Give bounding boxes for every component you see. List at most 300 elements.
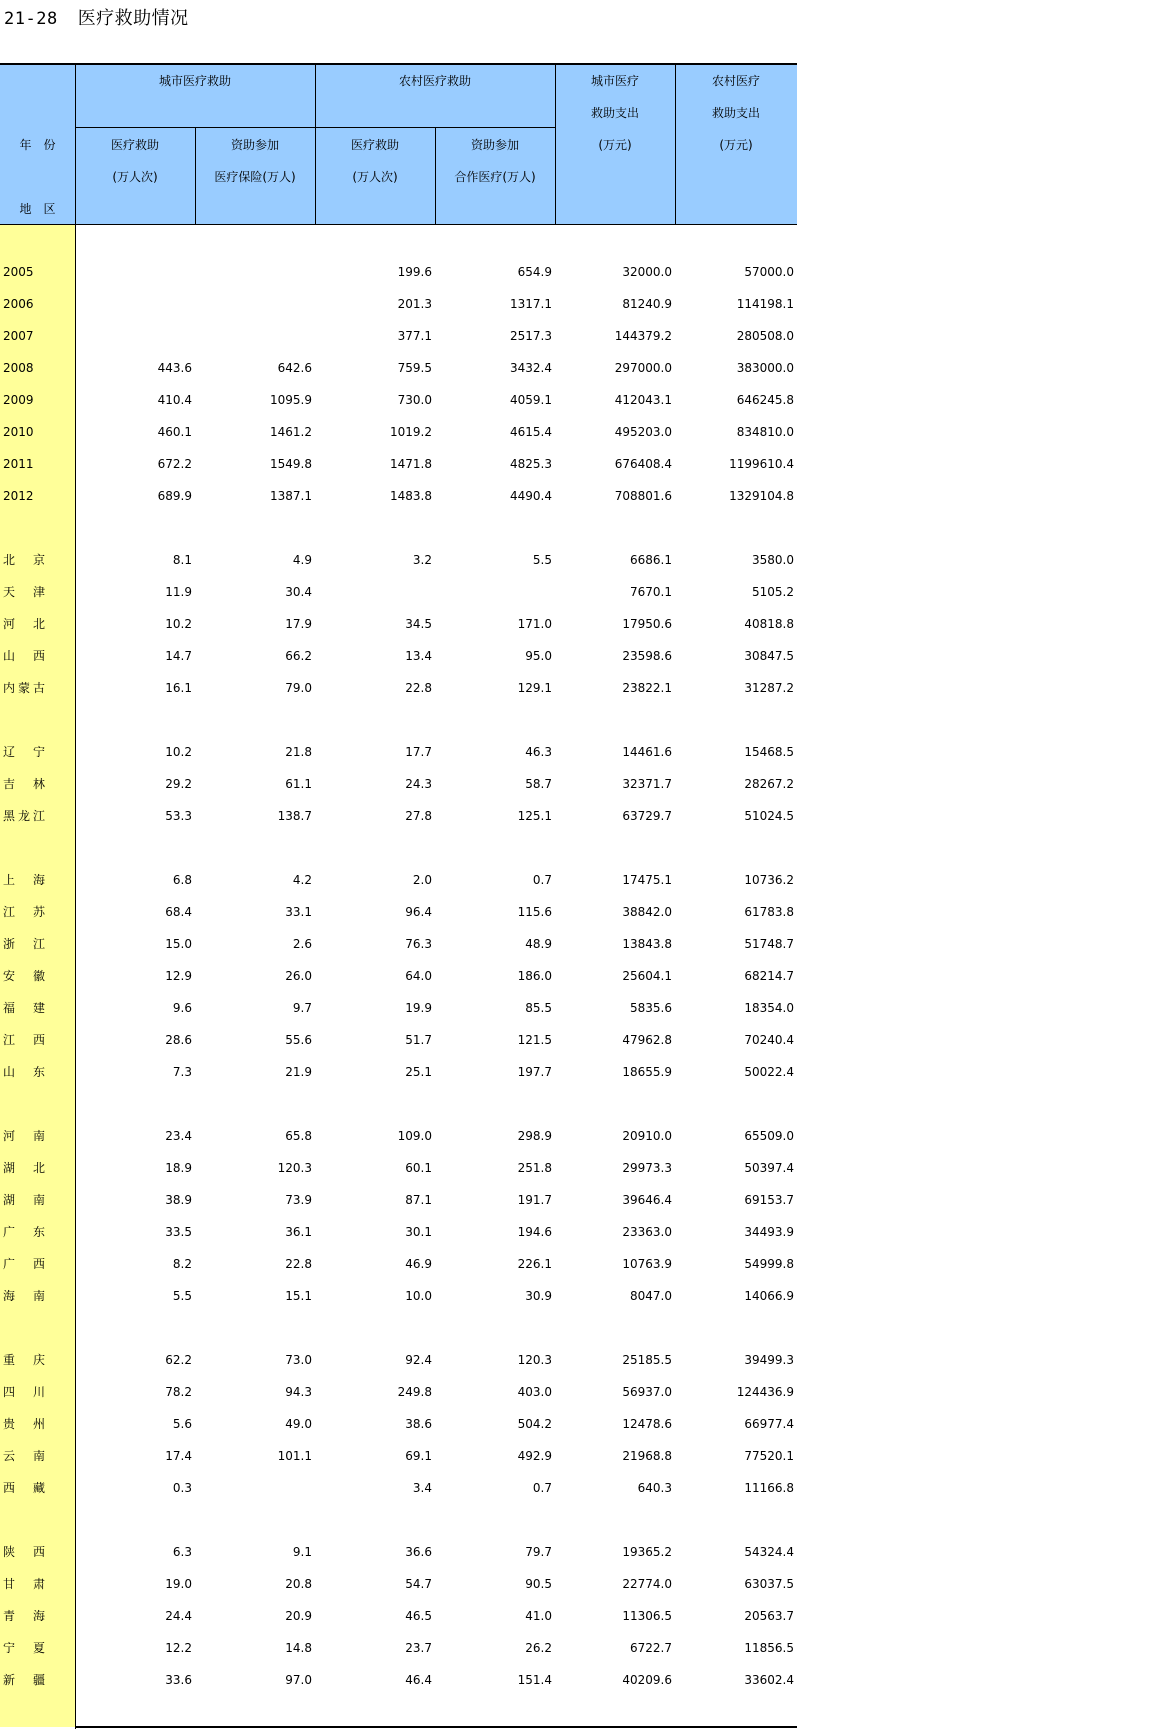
table-row	[0, 1286, 797, 1306]
table-cell: 12.9	[165, 969, 192, 983]
header-rural-spend-l2: 救助支出	[711, 106, 760, 120]
table-cell: 30.9	[525, 1289, 552, 1303]
table-cell: 48.9	[525, 937, 552, 951]
header-urban-aid-l2: (万人次)	[112, 170, 158, 184]
table-cell: 33.5	[165, 1225, 192, 1239]
table-cell: 640.3	[637, 1481, 672, 1495]
header-urban-insurance-l2: 医疗保险(万人)	[214, 170, 296, 184]
table-cell: 20.8	[285, 1577, 312, 1591]
table-cell: 403.0	[517, 1385, 552, 1399]
table-row	[0, 998, 797, 1018]
table-cell: 10736.2	[744, 873, 794, 887]
table-cell: 15.0	[165, 937, 192, 951]
table-cell: 280508.0	[736, 329, 794, 343]
table-cell: 81240.9	[622, 297, 672, 311]
table-cell: 11856.5	[744, 1641, 794, 1655]
table-row	[0, 326, 797, 346]
table-cell: 32371.7	[622, 777, 672, 791]
table-cell: 50397.4	[744, 1161, 794, 1175]
table-cell: 68.4	[165, 905, 192, 919]
header-bottom-rule	[0, 224, 797, 225]
table-row	[0, 1158, 797, 1178]
header-urban-spend-l1: 城市医疗	[590, 74, 639, 88]
row-label: 吉林	[3, 777, 45, 791]
table-cell: 34493.9	[744, 1225, 794, 1239]
table-cell: 6.3	[172, 1545, 192, 1559]
table-cell: 25185.5	[622, 1353, 672, 1367]
table-cell: 5.5	[532, 553, 552, 567]
table-cell: 23.7	[405, 1641, 432, 1655]
table-cell: 38.6	[405, 1417, 432, 1431]
table-cell: 8.1	[172, 553, 192, 567]
table-cell: 129.1	[517, 681, 552, 695]
table-cell: 54.7	[405, 1577, 432, 1591]
table-cell: 15.1	[285, 1289, 312, 1303]
row-label: 北京	[3, 553, 45, 567]
table-cell: 22.8	[285, 1257, 312, 1271]
table-number: 21-28	[4, 9, 58, 29]
table-cell: 642.6	[277, 361, 312, 375]
row-label: 黑龙江	[3, 809, 45, 823]
table-cell: 77520.1	[744, 1449, 794, 1463]
header-rural-coop-l1: 资助参加	[470, 138, 519, 152]
table-row	[0, 486, 797, 506]
table-cell: 32000.0	[622, 265, 672, 279]
table-cell: 50022.4	[744, 1065, 794, 1079]
table-cell: 460.1	[157, 425, 192, 439]
table-cell: 28267.2	[744, 777, 794, 791]
row-label: 河南	[3, 1129, 45, 1143]
table-cell: 24.4	[165, 1609, 192, 1623]
table-cell: 68214.7	[744, 969, 794, 983]
table-cell: 33.6	[165, 1673, 192, 1687]
table-cell: 249.8	[397, 1385, 432, 1399]
row-label: 2012	[3, 489, 34, 503]
row-label: 2009	[3, 393, 34, 407]
table-cell: 186.0	[517, 969, 552, 983]
table-row	[0, 1542, 797, 1562]
table-cell: 22774.0	[622, 1577, 672, 1591]
row-label: 广西	[3, 1257, 45, 1271]
table-cell: 251.8	[517, 1161, 552, 1175]
header-rural-spend-l1: 农村医疗	[711, 74, 760, 88]
row-label: 新疆	[3, 1673, 45, 1687]
row-label: 2010	[3, 425, 34, 439]
row-label: 2005	[3, 265, 34, 279]
table-cell: 19.9	[405, 1001, 432, 1015]
table-cell: 5105.2	[752, 585, 794, 599]
row-label: 福建	[3, 1001, 45, 1015]
table-cell: 61.1	[285, 777, 312, 791]
table-cell: 64.0	[405, 969, 432, 983]
table-cell: 8047.0	[630, 1289, 672, 1303]
table-cell: 60.1	[405, 1161, 432, 1175]
table-cell: 30.4	[285, 585, 312, 599]
table-cell: 646245.8	[736, 393, 794, 407]
table-row	[0, 1414, 797, 1434]
table-row	[0, 966, 797, 986]
table-cell: 151.4	[517, 1673, 552, 1687]
table-cell: 95.0	[525, 649, 552, 663]
table-title: 医疗救助情况	[77, 8, 189, 29]
table-cell: 15468.5	[744, 745, 794, 759]
table-cell: 16.1	[165, 681, 192, 695]
table-cell: 138.7	[277, 809, 312, 823]
table-cell: 20910.0	[622, 1129, 672, 1143]
table-cell: 0.7	[532, 873, 552, 887]
row-label: 2006	[3, 297, 34, 311]
table-cell: 2.6	[292, 937, 312, 951]
table-cell: 7670.1	[630, 585, 672, 599]
table-cell: 96.4	[405, 905, 432, 919]
table-cell: 62.2	[165, 1353, 192, 1367]
table-cell: 2517.3	[510, 329, 552, 343]
row-label: 湖南	[3, 1193, 45, 1207]
table-cell: 56937.0	[622, 1385, 672, 1399]
table-cell: 53.3	[165, 809, 192, 823]
table-cell: 383000.0	[736, 361, 794, 375]
table-cell: 1317.1	[510, 297, 552, 311]
table-cell: 8.2	[172, 1257, 192, 1271]
table-cell: 124436.9	[736, 1385, 794, 1399]
table-cell: 1019.2	[390, 425, 432, 439]
table-cell: 14066.9	[744, 1289, 794, 1303]
table-cell: 4059.1	[510, 393, 552, 407]
table-cell: 1461.2	[270, 425, 312, 439]
table-cell: 26.0	[285, 969, 312, 983]
table-cell: 10.2	[165, 617, 192, 631]
table-cell: 121.5	[517, 1033, 552, 1047]
table-cell: 5835.6	[630, 1001, 672, 1015]
table-cell: 30847.5	[744, 649, 794, 663]
row-label: 浙江	[3, 937, 45, 951]
table-cell: 13843.8	[622, 937, 672, 951]
table-cell: 46.9	[405, 1257, 432, 1271]
table-cell: 10.2	[165, 745, 192, 759]
table-row	[0, 262, 797, 282]
table-cell: 54324.4	[744, 1545, 794, 1559]
header-rural-coop-l2: 合作医疗(万人)	[454, 170, 536, 184]
table-cell: 51.7	[405, 1033, 432, 1047]
header-region-label: 地 区	[19, 202, 56, 216]
header-rural-aid-l2: (万人次)	[352, 170, 398, 184]
table-cell: 29.2	[165, 777, 192, 791]
table-cell: 226.1	[517, 1257, 552, 1271]
table-cell: 10.0	[405, 1289, 432, 1303]
row-label: 江苏	[3, 905, 45, 919]
table-cell: 58.7	[525, 777, 552, 791]
table-cell: 51024.5	[744, 809, 794, 823]
table-cell: 87.1	[405, 1193, 432, 1207]
table-cell: 9.6	[172, 1001, 192, 1015]
table-cell: 51748.7	[744, 937, 794, 951]
table-cell: 834810.0	[736, 425, 794, 439]
table-cell: 31287.2	[744, 681, 794, 695]
table-cell: 69.1	[405, 1449, 432, 1463]
table-cell: 41.0	[525, 1609, 552, 1623]
table-cell: 708801.6	[614, 489, 672, 503]
table-cell: 61783.8	[744, 905, 794, 919]
table-cell: 199.6	[397, 265, 432, 279]
table-cell: 120.3	[517, 1353, 552, 1367]
row-label: 宁夏	[3, 1641, 45, 1655]
table-row	[0, 582, 797, 602]
table-cell: 171.0	[517, 617, 552, 631]
table-cell: 23363.0	[622, 1225, 672, 1239]
table-cell: 66977.4	[744, 1417, 794, 1431]
table-cell: 194.6	[517, 1225, 552, 1239]
table-cell: 25604.1	[622, 969, 672, 983]
row-label: 四川	[3, 1385, 45, 1399]
table-row	[0, 646, 797, 666]
table-cell: 1471.8	[390, 457, 432, 471]
row-label: 2008	[3, 361, 34, 375]
table-cell: 21.8	[285, 745, 312, 759]
table-cell: 23598.6	[622, 649, 672, 663]
table-cell: 23822.1	[622, 681, 672, 695]
table-cell: 73.0	[285, 1353, 312, 1367]
header-rural-aid-l1: 医疗救助	[350, 138, 399, 152]
table-cell: 12.2	[165, 1641, 192, 1655]
table-cell: 28.6	[165, 1033, 192, 1047]
table-cell: 33602.4	[744, 1673, 794, 1687]
table-cell: 78.2	[165, 1385, 192, 1399]
table-cell: 6.8	[172, 873, 192, 887]
row-label: 广东	[3, 1225, 45, 1239]
table-cell: 9.7	[292, 1001, 312, 1015]
table-row	[0, 934, 797, 954]
row-label: 上海	[3, 873, 45, 887]
table-row	[0, 454, 797, 474]
table-cell: 109.0	[397, 1129, 432, 1143]
table-cell: 101.1	[277, 1449, 312, 1463]
row-label: 贵州	[3, 1417, 45, 1431]
table-cell: 79.0	[285, 681, 312, 695]
table-cell: 144379.2	[614, 329, 672, 343]
table-cell: 4.2	[292, 873, 312, 887]
table-row	[0, 806, 797, 826]
table-row	[0, 1190, 797, 1210]
table-cell: 5.6	[172, 1417, 192, 1431]
table-cell: 97.0	[285, 1673, 312, 1687]
row-label: 2007	[3, 329, 34, 343]
table-cell: 79.7	[525, 1545, 552, 1559]
table-cell: 3.4	[412, 1481, 432, 1495]
table-cell: 410.4	[157, 393, 192, 407]
table-cell: 11.9	[165, 585, 192, 599]
table-row	[0, 294, 797, 314]
table-row	[0, 1670, 797, 1690]
header-urban-spend-l3: (万元)	[598, 138, 632, 152]
table-cell: 39646.4	[622, 1193, 672, 1207]
table-cell: 11166.8	[744, 1481, 794, 1495]
row-label: 内蒙古	[3, 681, 45, 695]
table-cell: 63729.7	[622, 809, 672, 823]
table-cell: 55.6	[285, 1033, 312, 1047]
table-cell: 12478.6	[622, 1417, 672, 1431]
table-row	[0, 1062, 797, 1082]
table-cell: 38842.0	[622, 905, 672, 919]
table-cell: 36.1	[285, 1225, 312, 1239]
table-cell: 654.9	[517, 265, 552, 279]
table-cell: 57000.0	[744, 265, 794, 279]
row-label: 河北	[3, 617, 45, 631]
table-cell: 26.2	[525, 1641, 552, 1655]
table-cell: 1549.8	[270, 457, 312, 471]
table-cell: 6722.7	[630, 1641, 672, 1655]
table-cell: 21968.8	[622, 1449, 672, 1463]
row-label: 海南	[3, 1289, 45, 1303]
table-cell: 730.0	[397, 393, 432, 407]
row-label: 青海	[3, 1609, 45, 1623]
table-cell: 40209.6	[622, 1673, 672, 1687]
table-bottom-rule	[75, 1726, 797, 1728]
table-cell: 70240.4	[744, 1033, 794, 1047]
table-cell: 23.4	[165, 1129, 192, 1143]
table-cell: 40818.8	[744, 617, 794, 631]
table-cell: 14.8	[285, 1641, 312, 1655]
table-cell: 1483.8	[390, 489, 432, 503]
table-cell: 54999.8	[744, 1257, 794, 1271]
table-cell: 14.7	[165, 649, 192, 663]
table-cell: 21.9	[285, 1065, 312, 1079]
table-row	[0, 742, 797, 762]
table-cell: 73.9	[285, 1193, 312, 1207]
table-cell: 125.1	[517, 809, 552, 823]
table-cell: 2.0	[412, 873, 432, 887]
header-urban-spend-l2: 救助支出	[590, 106, 639, 120]
header-urban-insurance-l1: 资助参加	[230, 138, 279, 152]
table-cell: 38.9	[165, 1193, 192, 1207]
table-cell: 504.2	[517, 1417, 552, 1431]
table-cell: 495203.0	[614, 425, 672, 439]
row-label: 甘肃	[3, 1577, 45, 1591]
table-cell: 34.5	[405, 617, 432, 631]
table-row	[0, 390, 797, 410]
table-cell: 1095.9	[270, 393, 312, 407]
row-label: 2011	[3, 457, 34, 471]
header-urban-aid-l1: 医疗救助	[110, 138, 159, 152]
table-row	[0, 902, 797, 922]
table-cell: 92.4	[405, 1353, 432, 1367]
table-cell: 201.3	[397, 297, 432, 311]
table-row	[0, 614, 797, 634]
table-cell: 33.1	[285, 905, 312, 919]
table-cell: 1199610.4	[729, 457, 794, 471]
header-rural-group: 农村医疗救助	[398, 74, 471, 88]
table-cell: 46.4	[405, 1673, 432, 1687]
table-cell: 36.6	[405, 1545, 432, 1559]
table-cell: 18354.0	[744, 1001, 794, 1015]
table-cell: 65509.0	[744, 1129, 794, 1143]
table-cell: 49.0	[285, 1417, 312, 1431]
table-cell: 13.4	[405, 649, 432, 663]
table-cell: 19.0	[165, 1577, 192, 1591]
table-cell: 85.5	[525, 1001, 552, 1015]
table-row	[0, 358, 797, 378]
table-cell: 297000.0	[614, 361, 672, 375]
table-cell: 65.8	[285, 1129, 312, 1143]
table-cell: 69153.7	[744, 1193, 794, 1207]
table-row	[0, 774, 797, 794]
table-cell: 689.9	[157, 489, 192, 503]
table-cell: 3432.4	[510, 361, 552, 375]
table-cell: 443.6	[157, 361, 192, 375]
row-label: 天津	[3, 585, 45, 599]
table-cell: 17950.6	[622, 617, 672, 631]
table-cell: 11306.5	[622, 1609, 672, 1623]
table-cell: 3.2	[412, 553, 432, 567]
table-cell: 4.9	[292, 553, 312, 567]
table-cell: 10763.9	[622, 1257, 672, 1271]
table-cell: 115.6	[517, 905, 552, 919]
row-label: 安徽	[3, 969, 45, 983]
table-cell: 14461.6	[622, 745, 672, 759]
table-cell: 672.2	[157, 457, 192, 471]
table-cell: 18655.9	[622, 1065, 672, 1079]
row-label: 山东	[3, 1065, 45, 1079]
table-cell: 759.5	[397, 361, 432, 375]
table-cell: 22.8	[405, 681, 432, 695]
table-cell: 197.7	[517, 1065, 552, 1079]
row-label: 山西	[3, 649, 45, 663]
table-cell: 30.1	[405, 1225, 432, 1239]
table-cell: 27.8	[405, 809, 432, 823]
table-cell: 412043.1	[614, 393, 672, 407]
table-cell: 298.9	[517, 1129, 552, 1143]
table-cell: 377.1	[397, 329, 432, 343]
table-cell: 6686.1	[630, 553, 672, 567]
table-row	[0, 1350, 797, 1370]
table-cell: 46.3	[525, 745, 552, 759]
table-row	[0, 1126, 797, 1146]
table-cell: 0.7	[532, 1481, 552, 1495]
table-cell: 24.3	[405, 777, 432, 791]
table-cell: 120.3	[277, 1161, 312, 1175]
table-cell: 94.3	[285, 1385, 312, 1399]
table-cell: 66.2	[285, 649, 312, 663]
table-cell: 18.9	[165, 1161, 192, 1175]
table-cell: 90.5	[525, 1577, 552, 1591]
table-cell: 63037.5	[744, 1577, 794, 1591]
table-cell: 4615.4	[510, 425, 552, 439]
row-label: 湖北	[3, 1161, 45, 1175]
page-title	[4, 4, 189, 30]
table-row	[0, 678, 797, 698]
table-cell: 191.7	[517, 1193, 552, 1207]
table-row	[0, 1638, 797, 1658]
table-row	[0, 1478, 797, 1498]
table-row	[0, 1254, 797, 1274]
table-cell: 676408.4	[614, 457, 672, 471]
table-row	[0, 550, 797, 570]
table-row	[0, 422, 797, 442]
table-cell: 76.3	[405, 937, 432, 951]
table-cell: 20563.7	[744, 1609, 794, 1623]
row-label: 陕西	[3, 1545, 45, 1559]
table-cell: 29973.3	[622, 1161, 672, 1175]
table-cell: 47962.8	[622, 1033, 672, 1047]
row-label: 辽宁	[3, 745, 45, 759]
table-cell: 25.1	[405, 1065, 432, 1079]
table-cell: 19365.2	[622, 1545, 672, 1559]
row-label: 云南	[3, 1449, 45, 1463]
table-cell: 4490.4	[510, 489, 552, 503]
table-cell: 17475.1	[622, 873, 672, 887]
table-cell: 1329104.8	[729, 489, 794, 503]
table-row	[0, 870, 797, 890]
table-cell: 1387.1	[270, 489, 312, 503]
